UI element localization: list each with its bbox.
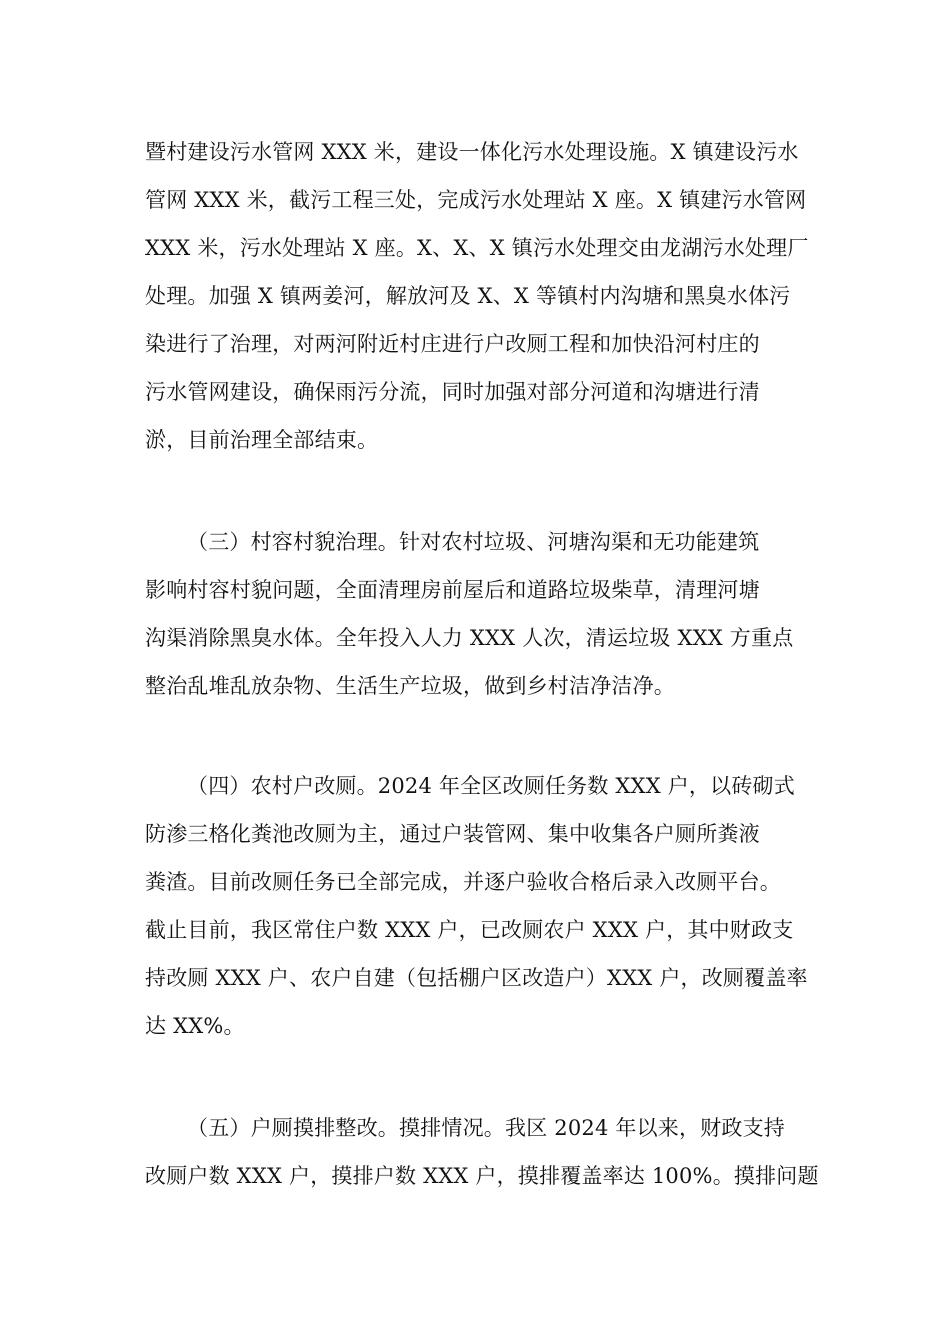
text-line: XXX 米，污水处理站 X 座。X、X、X 镇污水处理交由龙湖污水处理厂 [145,236,809,260]
text-line: 持改厕 XXX 户、农户自建（包括棚户区改造户）XXX 户，改厕覆盖率 [145,966,808,990]
text-line: 染进行了治理，对两河附近村庄进行户改厕工程和加快沿河村庄的 [145,332,760,356]
text-line: 截止目前，我区常住户数 XXX 户，已改厕农户 XXX 户，其中财政支 [145,918,794,942]
text-line: 沟渠消除黑臭水体。全年投入人力 XXX 人次，清运垃圾 XXX 方重点 [145,626,794,650]
text-line: 暨村建设污水管网 XXX 米，建设一体化污水处理设施。X 镇建设污水 [145,140,799,164]
text-line: 粪渣。目前改厕任务已全部完成，并逐户验收合格后录入改厕平台。 [145,870,781,894]
text-line: 影响村容村貌问题，全面清理房前屋后和道路垃圾柴草，清理河塘 [145,578,760,602]
text-line: 改厕户数 XXX 户，摸排户数 XXX 户，摸排覆盖率达 100%。摸排问题 [145,1164,819,1188]
text-line: 管网 XXX 米，截污工程三处，完成污水处理站 X 座。X 镇建污水管网 [145,188,807,212]
text-line: 达 XX%。 [145,1014,245,1038]
text-line: 整治乱堆乱放杂物、生活生产垃圾，做到乡村洁净洁净。 [145,674,675,698]
section-heading-line: （三）村容村貌治理。针对农村垃圾、河塘沟渠和无功能建筑 [187,530,760,554]
text-line: 处理。加强 X 镇两姜河，解放河及 X、X 等镇村内沟塘和黑臭水体污 [145,284,791,308]
section-heading-line: （四）农村户改厕。2024 年全区改厕任务数 XXX 户，以砖砌式 [187,774,795,798]
text-line: 污水管网建设，确保雨污分流，同时加强对部分河道和沟塘进行清 [145,380,760,404]
text-line: 淤，目前治理全部结束。 [145,428,379,452]
text-line: 防渗三格化粪池改厕为主，通过户装管网、集中收集各户厕所粪液 [145,822,760,846]
section-heading-line: （五）户厕摸排整改。摸排情况。我区 2024 年以来，财政支持 [187,1116,785,1140]
